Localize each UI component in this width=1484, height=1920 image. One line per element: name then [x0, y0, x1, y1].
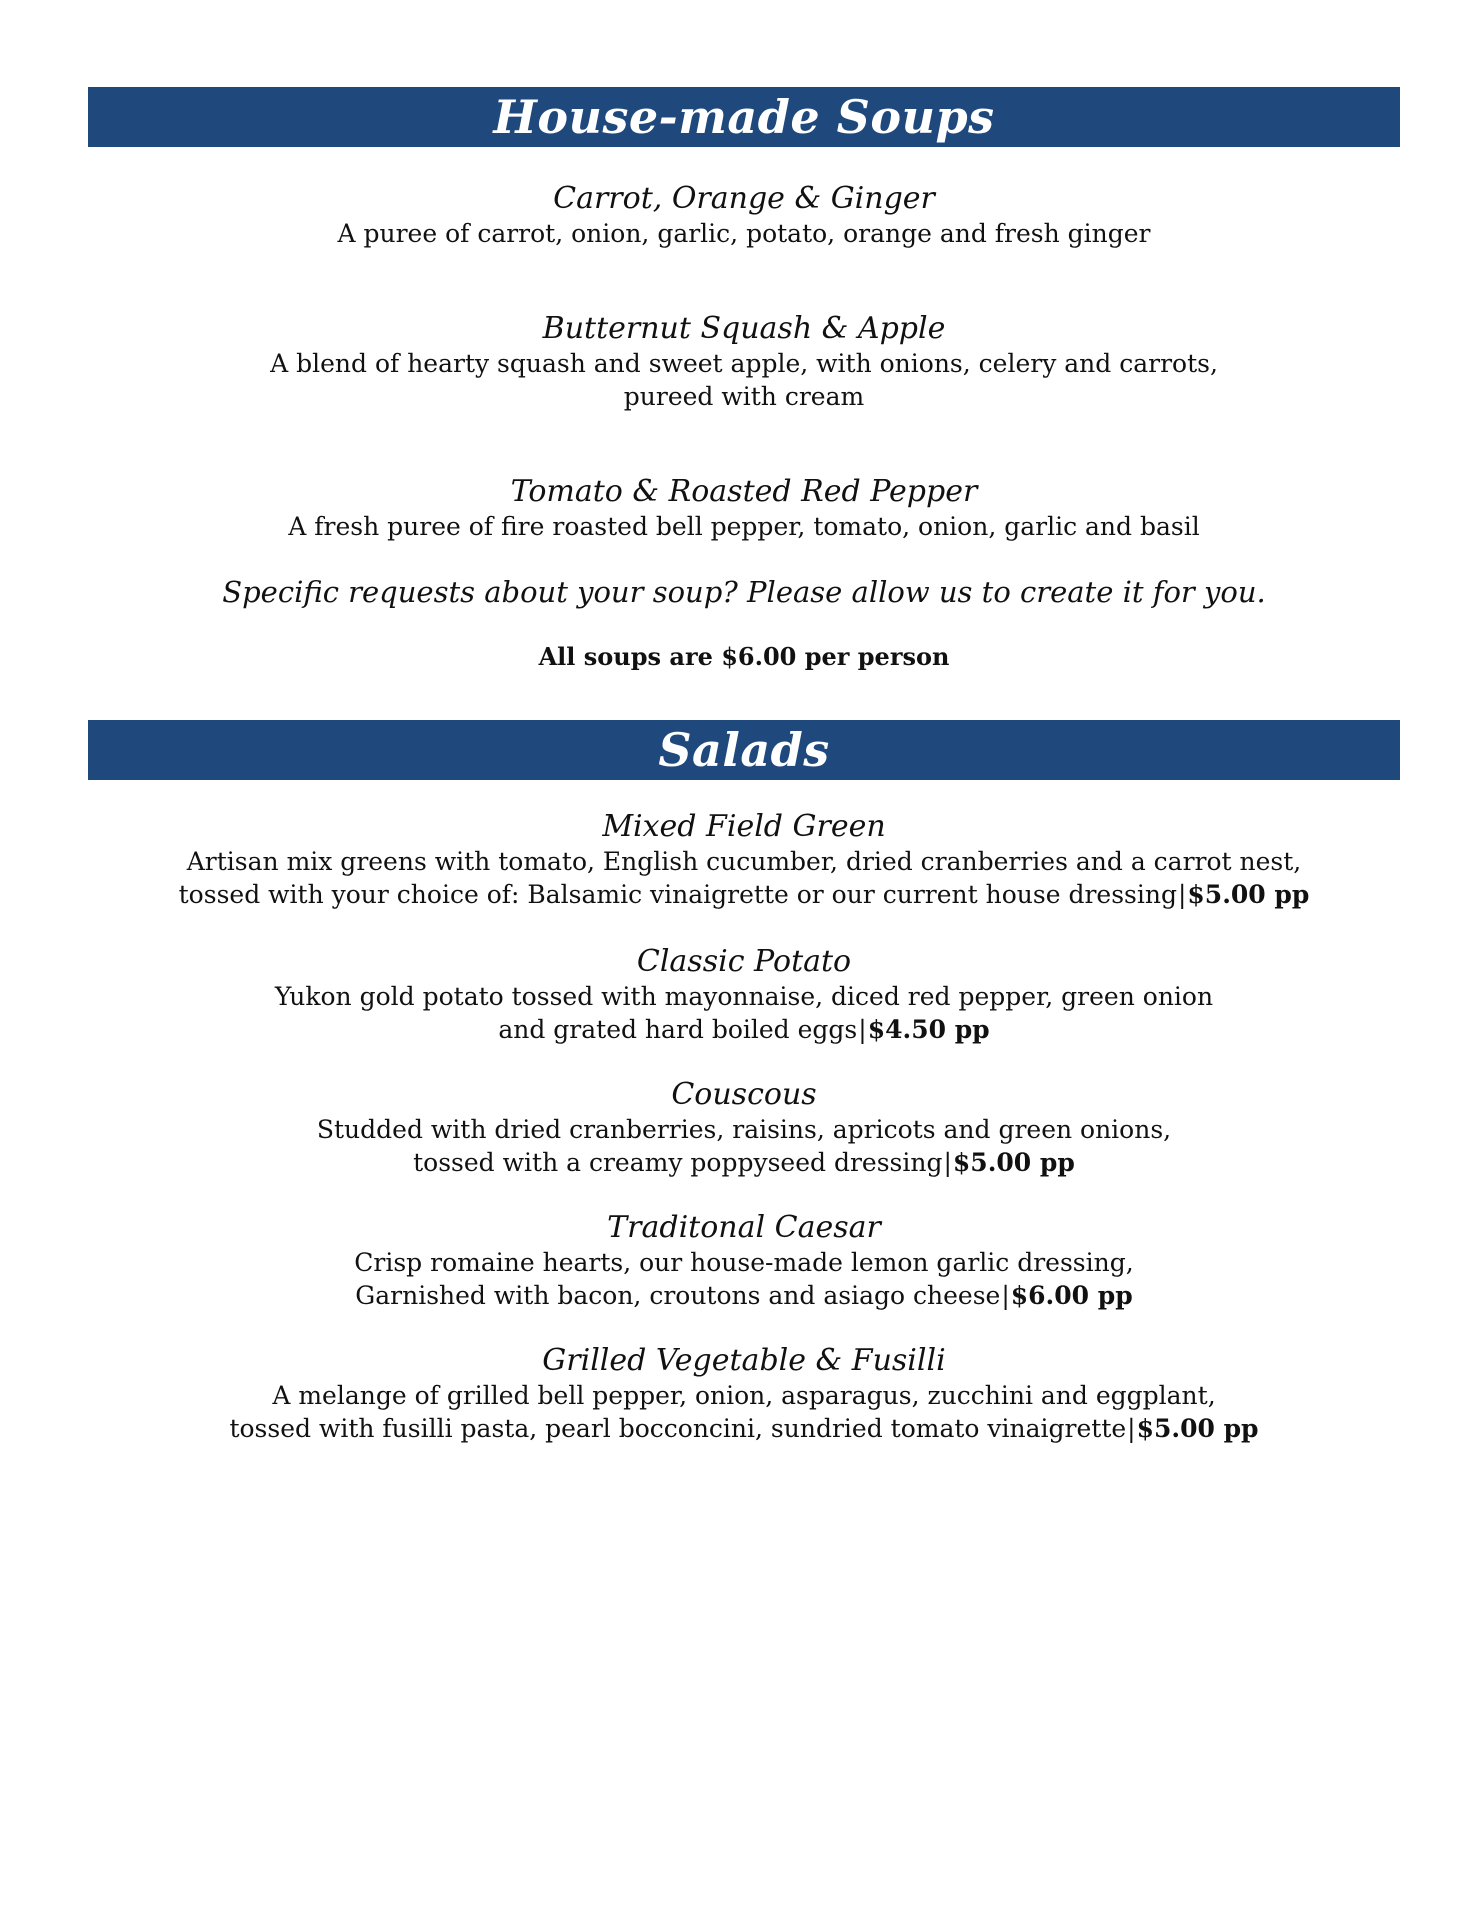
salad-price: $5.00 pp: [1187, 880, 1310, 909]
price-separator: |: [943, 1148, 952, 1177]
soup-price-note: All soups are $6.00 per person: [538, 642, 950, 671]
salad-desc: Artisan mix greens with tomato, English cucumber, dried cranberries and a carrot nest,: [186, 847, 1302, 876]
soup-item-tomato: [88, 474, 1400, 543]
price-separator: |: [1177, 880, 1187, 909]
soup-desc: pureed with cream: [623, 382, 865, 411]
salad-price: $5.00 pp: [1136, 1414, 1259, 1443]
salad-item-classic-potato: [88, 944, 1400, 1046]
salad-desc: Yukon gold potato tossed with mayonnaise, diced red pepper, green onion: [274, 982, 1214, 1011]
salad-desc-with-price: [88, 1013, 1400, 1046]
salad-item-couscous: [88, 1077, 1400, 1179]
soup-item-carrot: [88, 181, 1400, 250]
salad-price: $6.00 pp: [1010, 1281, 1133, 1310]
salad-desc: tossed with a creamy poppyseed dressing: [413, 1148, 943, 1177]
salads-heading: Salads: [88, 720, 1400, 780]
salad-desc: tossed with your choice of: Balsamic vinaigrette or our current house dressing: [178, 880, 1177, 909]
salad-name: Classic Potato: [636, 944, 852, 979]
soup-name: Butternut Squash & Apple: [542, 311, 946, 346]
salad-name: Grilled Vegetable & Fusilli: [542, 1343, 946, 1378]
salad-name: Mixed Field Green: [602, 809, 886, 844]
salad-desc-with-price: [88, 1279, 1400, 1312]
salad-name: Traditonal Caesar: [607, 1210, 881, 1245]
price-separator: |: [1001, 1281, 1010, 1310]
price-separator: |: [1127, 1414, 1136, 1443]
soup-desc: A puree of carrot, onion, garlic, potato, orange and fresh ginger: [337, 219, 1151, 248]
soup-name: Tomato & Roasted Red Pepper: [510, 474, 978, 509]
salad-desc: tossed with fusilli pasta, pearl bocconcini, sundried tomato vinaigrette: [229, 1414, 1127, 1443]
soup-desc: A blend of hearty squash and sweet apple, with onions, celery and carrots,: [270, 349, 1218, 378]
soups-heading: House-made Soups: [88, 87, 1400, 147]
salad-price: $5.00 pp: [952, 1148, 1075, 1177]
salad-desc: Studded with dried cranberries, raisins, apricots and green onions,: [316, 1115, 1172, 1144]
salad-desc: A melange of grilled bell pepper, onion, asparagus, zucchini and eggplant,: [272, 1381, 1216, 1410]
price-separator: |: [858, 1015, 867, 1044]
salad-desc: Crisp romaine hearts, our house-made lemon garlic dressing,: [354, 1248, 1134, 1277]
soup-request-note: Specific requests about your soup? Please allow us to create it for you.: [222, 575, 1266, 609]
soup-name: Carrot, Orange & Ginger: [553, 181, 935, 216]
salad-name: Couscous: [671, 1077, 817, 1112]
salad-desc-with-price: [88, 1146, 1400, 1179]
soup-desc: A fresh puree of fire roasted bell pepper, tomato, onion, garlic and basil: [288, 512, 1200, 541]
salad-item-caesar: [88, 1210, 1400, 1312]
soup-item-butternut: [88, 311, 1400, 413]
salad-price: $4.50 pp: [867, 1015, 990, 1044]
salad-desc-with-price: [88, 878, 1400, 911]
salad-desc: and grated hard boiled eggs: [498, 1015, 858, 1044]
salad-desc: Garnished with bacon, croutons and asiago cheese: [355, 1281, 1001, 1310]
salad-desc-with-price: [88, 1412, 1400, 1445]
salad-item-mixed-green: [88, 809, 1400, 911]
salad-item-grilled-vegetable: [88, 1343, 1400, 1445]
